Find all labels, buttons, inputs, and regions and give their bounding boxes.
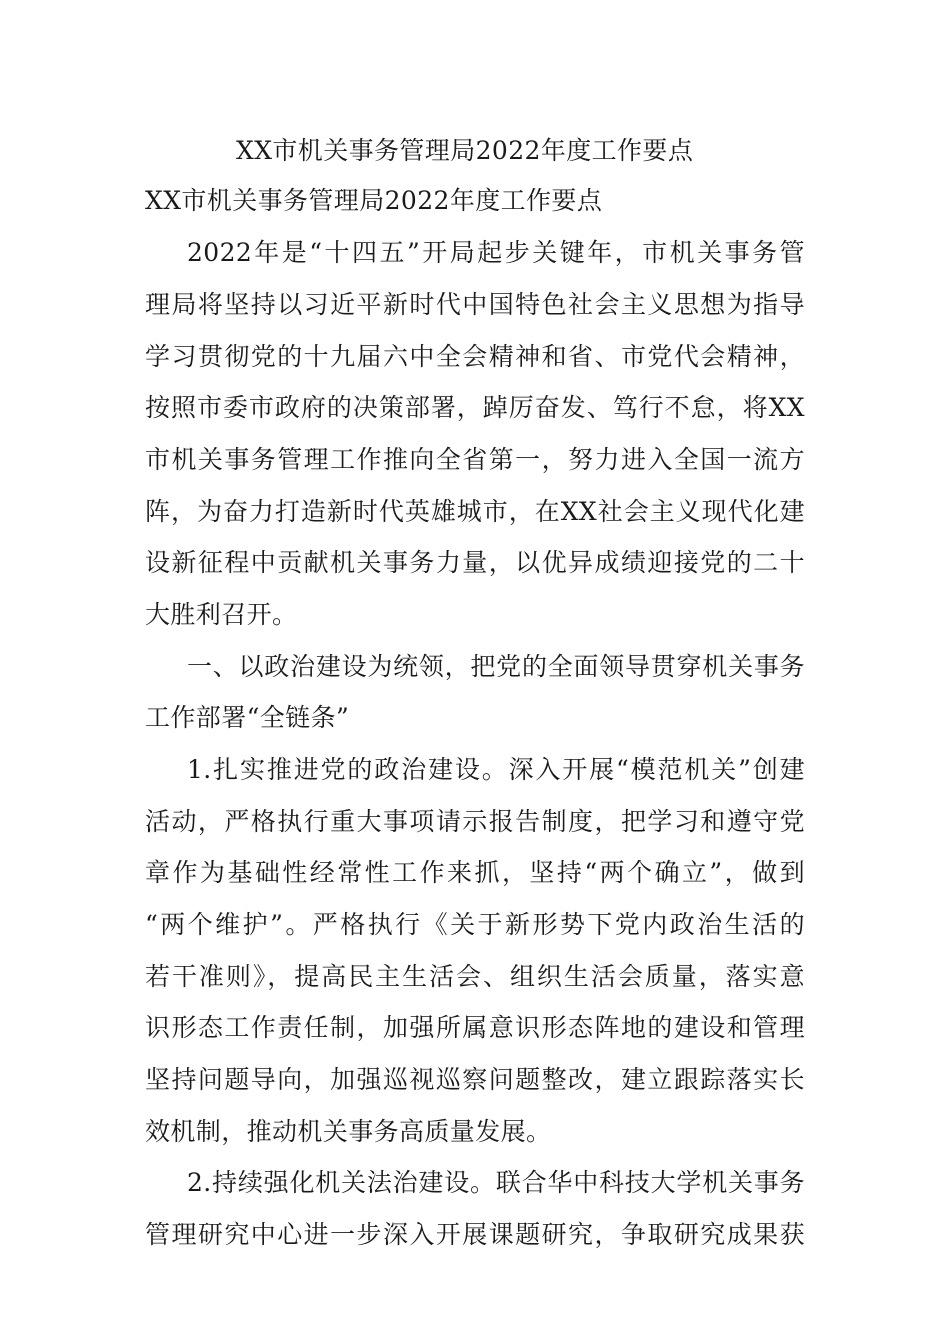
paragraph-item1-line: 若干准则》，提高民主生活会、组织生活会质量，落实意 bbox=[145, 962, 805, 991]
document-subtitle: XX市机关事务管理局2022年度工作要点 bbox=[145, 186, 603, 215]
paragraph-item1-line: 章作为基础性经常性工作来抓，坚持“两个确立”，做到 bbox=[145, 858, 805, 887]
section-heading-line: 一、以政治建设为统领，把党的全面领导贯穿机关事务 bbox=[187, 652, 805, 681]
paragraph-intro-line: 学习贯彻党的十九届六中全会精神和省、市党代会精神， bbox=[145, 342, 805, 371]
paragraph-item1-line: 活动，严格执行重大事项请示报告制度，把学习和遵守党 bbox=[145, 807, 805, 836]
paragraph-intro-line: 设新征程中贡献机关事务力量，以优异成绩迎接党的二十 bbox=[145, 548, 805, 577]
paragraph-intro-line: 按照市委市政府的决策部署，踔厉奋发、笃行不怠，将XX bbox=[145, 393, 805, 422]
paragraph-intro-line: 市机关事务管理工作推向全省第一，努力进入全国一流方 bbox=[145, 445, 805, 474]
paragraph-intro-line: 理局将坚持以习近平新时代中国特色社会主义思想为指导 bbox=[145, 290, 805, 319]
section-heading-line: 工作部署“全链条” bbox=[145, 703, 350, 732]
paragraph-intro-line: 阵，为奋力打造新时代英雄城市，在XX社会主义现代化建 bbox=[145, 497, 805, 526]
document-title: XX市机关事务管理局2022年度工作要点 bbox=[236, 136, 694, 165]
paragraph-intro-line: 2022年是“十四五”开局起步关键年，市机关事务管 bbox=[187, 238, 805, 267]
paragraph-item1-line: 识形态工作责任制，加强所属意识形态阵地的建设和管理 bbox=[145, 1013, 805, 1042]
paragraph-item1-line: 1.扎实推进党的政治建设。深入开展“模范机关”创建 bbox=[187, 755, 805, 784]
paragraph-item1-line: 坚持问题导向，加强巡视巡察问题整改，建立跟踪落实长 bbox=[145, 1065, 805, 1094]
paragraph-item1-line: 效机制，推动机关事务高质量发展。 bbox=[145, 1117, 552, 1146]
paragraph-item2-line: 2.持续强化机关法治建设。联合华中科技大学机关事务 bbox=[187, 1168, 805, 1197]
paragraph-item2-line: 管理研究中心进一步深入开展课题研究，争取研究成果获 bbox=[145, 1220, 805, 1249]
paragraph-item1-line: “两个维护”。严格执行《关于新形势下党内政治生活的 bbox=[145, 910, 805, 939]
paragraph-intro-line: 大胜利召开。 bbox=[145, 600, 298, 629]
